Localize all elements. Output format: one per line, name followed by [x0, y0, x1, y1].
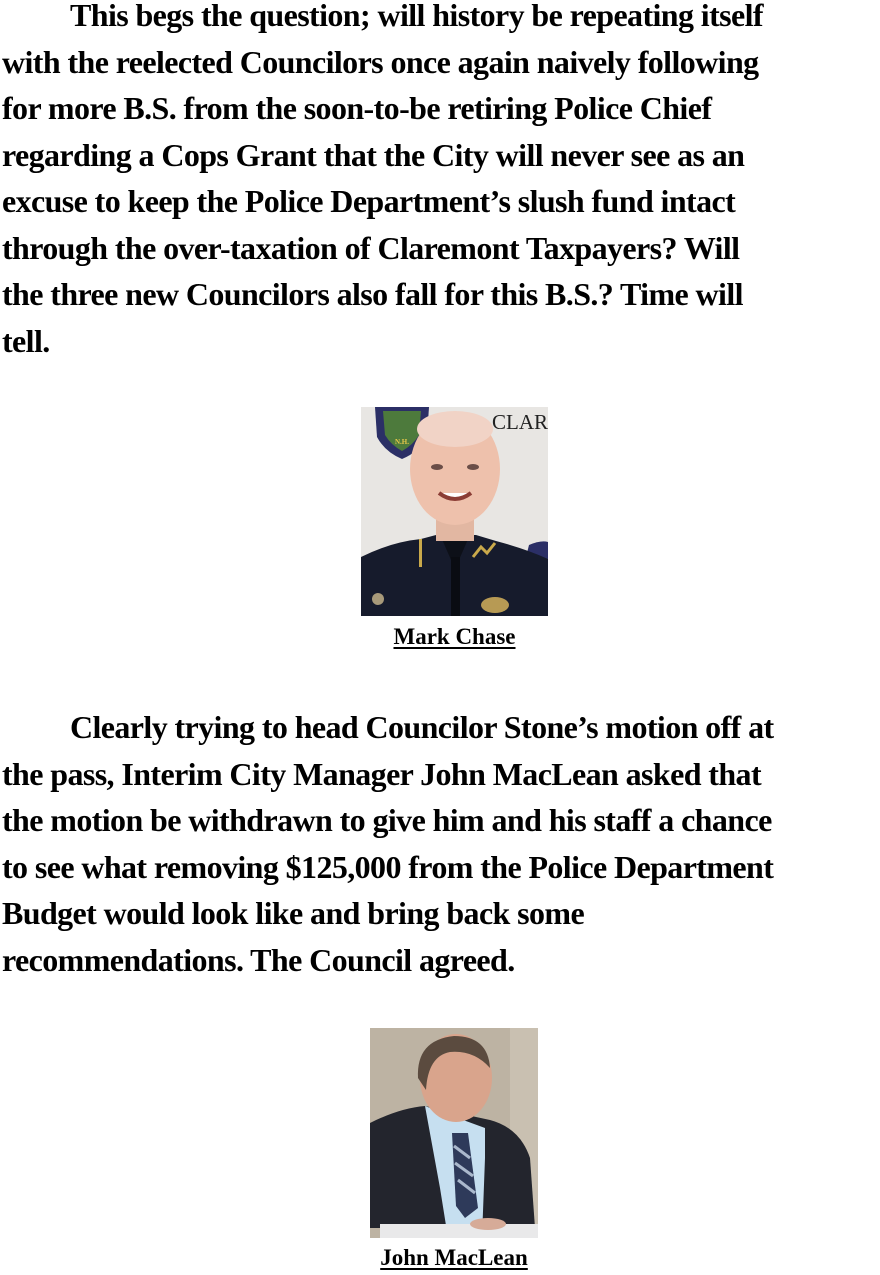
- paragraph-line: through the over-taxation of Claremont Taxpayers? Will: [2, 229, 740, 266]
- paragraph-line: the motion be withdrawn to give him and his staff a chance: [2, 802, 772, 838]
- paragraph-line: tell.: [2, 322, 50, 359]
- paragraph-line: the pass, Interim City Manager John MacLean asked that: [2, 755, 762, 792]
- paragraph-line: for more B.S. from the soon-to-be retiring Police Chief: [2, 90, 712, 126]
- paragraph-line: Budget would look like and bring back some: [2, 895, 585, 931]
- paragraph-line: the three new Councilors also fall for this B.S.? Time will: [2, 276, 743, 312]
- paragraph-line: to see what removing $125,000 from the Police Department: [2, 848, 774, 885]
- paragraph-line: regarding a Cops Grant that the City will never see as an: [2, 136, 745, 173]
- photo-caption: John MacLean: [380, 1245, 528, 1270]
- paragraph-line: recommendations. The Council agreed.: [2, 941, 515, 978]
- wall-sign-text: CLAR: [492, 410, 548, 434]
- photo-john-maclean: [370, 1028, 538, 1238]
- paragraph-council-motion: [2, 704, 880, 983]
- photo-caption: Mark Chase: [393, 624, 516, 649]
- paragraph-line: with the reelected Councilors once again naively following: [2, 43, 759, 80]
- photo-mark-chase: [361, 407, 548, 616]
- paragraph-line: This begs the question; will history be repeating itself: [70, 0, 763, 33]
- patch-text: N.H.: [395, 438, 409, 446]
- paragraph-line: Clearly trying to head Councilor Stone’s motion off at: [70, 709, 774, 745]
- paragraph-line: excuse to keep the Police Department’s slush fund intact: [2, 183, 736, 219]
- paragraph-history-question: [2, 0, 880, 364]
